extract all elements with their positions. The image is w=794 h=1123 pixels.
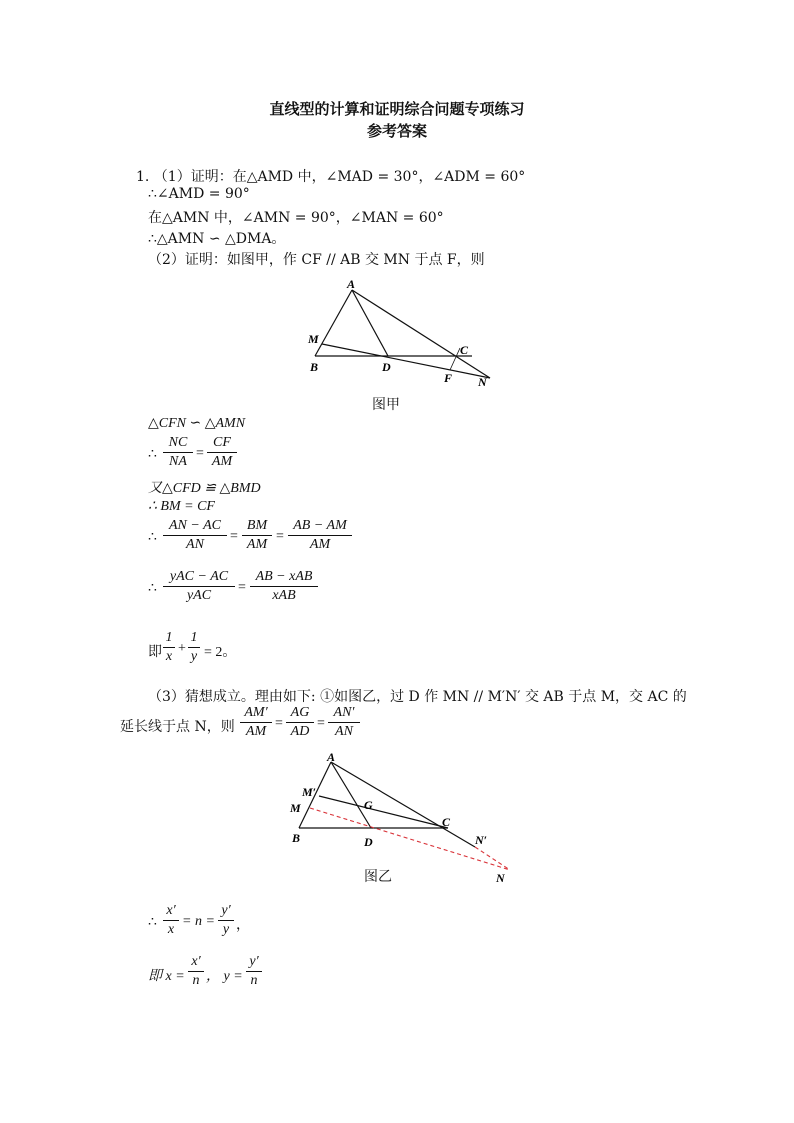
label-f: F	[444, 371, 453, 385]
fraction-nc-na	[163, 435, 193, 470]
figure-yi	[285, 750, 525, 890]
comma: ，	[236, 918, 250, 933]
part3-line2-prefix: 延长线于点 N，则	[120, 719, 235, 735]
numerator: CF	[213, 435, 231, 450]
numerator: yAC − AC	[169, 569, 229, 584]
label-b: B	[292, 831, 301, 845]
label-m: M	[308, 332, 319, 346]
label-d: D	[364, 835, 373, 849]
plus-sign: +	[178, 641, 186, 656]
therefore-3: ∴	[148, 581, 157, 596]
result-y: ， y =	[206, 969, 243, 984]
numerator: y′	[221, 903, 231, 918]
label-c: C	[460, 343, 469, 357]
denominator: xAB	[272, 588, 296, 603]
numerator: 1	[190, 630, 198, 645]
numerator: AB − AM	[293, 518, 347, 533]
label-m: M	[290, 801, 301, 815]
fraction-1-x	[163, 630, 175, 665]
dashed-n1n	[475, 847, 510, 870]
page-title: 直线型的计算和证明综合问题专项练习	[269, 100, 525, 118]
denominator: n	[250, 973, 258, 988]
numerator: BM	[246, 518, 268, 533]
fraction-ab-am	[288, 518, 352, 553]
equals-sign: =	[275, 716, 283, 731]
fraction-yac	[163, 569, 235, 604]
part1-line2: ∴∠AMD = 90°	[148, 186, 250, 202]
numerator: NC	[168, 435, 188, 450]
edge-ad	[352, 290, 388, 356]
numerator: AN′	[333, 705, 355, 720]
denominator: AM	[211, 454, 233, 469]
figure1-caption: 图甲	[372, 397, 400, 413]
label-d: D	[382, 360, 391, 374]
similar-cfn-amn: △CFN ∽ △AMN	[148, 416, 246, 431]
result-x: 即 x =	[148, 969, 185, 984]
numerator: AG	[290, 705, 310, 720]
part1-line4: ∴△AMN ∽ △DMA。	[148, 231, 286, 247]
denominator: y	[190, 649, 198, 664]
denominator: AM	[246, 537, 268, 552]
equals-sign: =	[196, 446, 204, 461]
equals-n: = n =	[182, 914, 215, 929]
numerator: x′	[166, 903, 176, 918]
numerator: AM′	[244, 705, 268, 720]
fraction-1-y	[188, 630, 200, 665]
denominator: y	[222, 922, 230, 937]
result-tail: = 2。	[204, 645, 237, 660]
label-m-prime: M′	[302, 785, 317, 799]
edge-m1c	[319, 796, 448, 828]
fraction-an-ac	[163, 518, 227, 553]
edge-cf	[450, 348, 460, 370]
denominator: n	[192, 973, 200, 988]
numerator: AN − AC	[169, 518, 221, 533]
figure-jia	[300, 278, 500, 388]
fraction-cf-am	[207, 435, 237, 470]
part1-line3: 在△AMN 中，∠AMN = 90°，∠MAN = 60°	[148, 210, 444, 226]
fraction-y1-y	[218, 903, 234, 938]
label-c: C	[442, 815, 451, 829]
fraction-am1-am	[240, 705, 272, 740]
fraction-xab	[250, 569, 318, 604]
numerator: AB − xAB	[255, 569, 313, 584]
fraction-x1-n	[188, 954, 204, 989]
label-n: N	[478, 375, 487, 389]
numerator: 1	[165, 630, 173, 645]
figure2-caption: 图乙	[364, 869, 392, 885]
also-cfd-bmd: 又△CFD ≌ △BMD	[148, 481, 261, 496]
denominator: x	[165, 649, 173, 664]
label-b: B	[310, 360, 319, 374]
equals-sign: =	[276, 529, 284, 544]
therefore-1: ∴	[148, 447, 157, 462]
equals-sign: =	[230, 529, 238, 544]
fraction-an1-an	[328, 705, 360, 740]
label-g: G	[364, 798, 373, 812]
fraction-y1-n	[246, 954, 262, 989]
edge-ad	[331, 762, 371, 828]
denominator: AD	[290, 724, 310, 739]
label-n: N	[496, 871, 505, 885]
part2-line1: （2）证明：如图甲，作 CF // AB 交 MN 于点 F，则	[148, 252, 485, 268]
fraction-bm-am	[242, 518, 272, 553]
page-subtitle: 参考答案	[366, 122, 427, 140]
label-a: A	[347, 277, 356, 291]
edge-an	[352, 290, 490, 378]
denominator: yAC	[186, 588, 212, 603]
therefore-2: ∴	[148, 530, 157, 545]
numerator: x′	[191, 954, 201, 969]
bm-equals-cf: ∴ BM = CF	[148, 499, 215, 514]
fraction-ag-ad	[286, 705, 314, 740]
therefore-4: ∴	[148, 915, 157, 930]
denominator: x	[167, 922, 175, 937]
part1-line1: 1. （1）证明：在△AMD 中，∠MAD = 30°，∠ADM = 60°	[136, 169, 526, 185]
part3-line1: （3）猜想成立。理由如下: ①如图乙，过 D 作 MN // M′N′ 交 AB 于点 M，交 AC 的	[148, 689, 687, 705]
denominator: AN	[186, 537, 204, 552]
denominator: NA	[169, 454, 187, 469]
equals-sign: =	[238, 580, 246, 595]
denominator: AM	[245, 724, 267, 739]
equals-sign: =	[317, 716, 325, 731]
result-prefix: 即	[148, 644, 162, 660]
denominator: AM	[309, 537, 331, 552]
denominator: AN	[335, 724, 353, 739]
label-a: A	[327, 750, 336, 764]
fraction-x1-x	[163, 903, 179, 938]
label-n-prime: N′	[475, 833, 488, 847]
numerator: y′	[249, 954, 259, 969]
